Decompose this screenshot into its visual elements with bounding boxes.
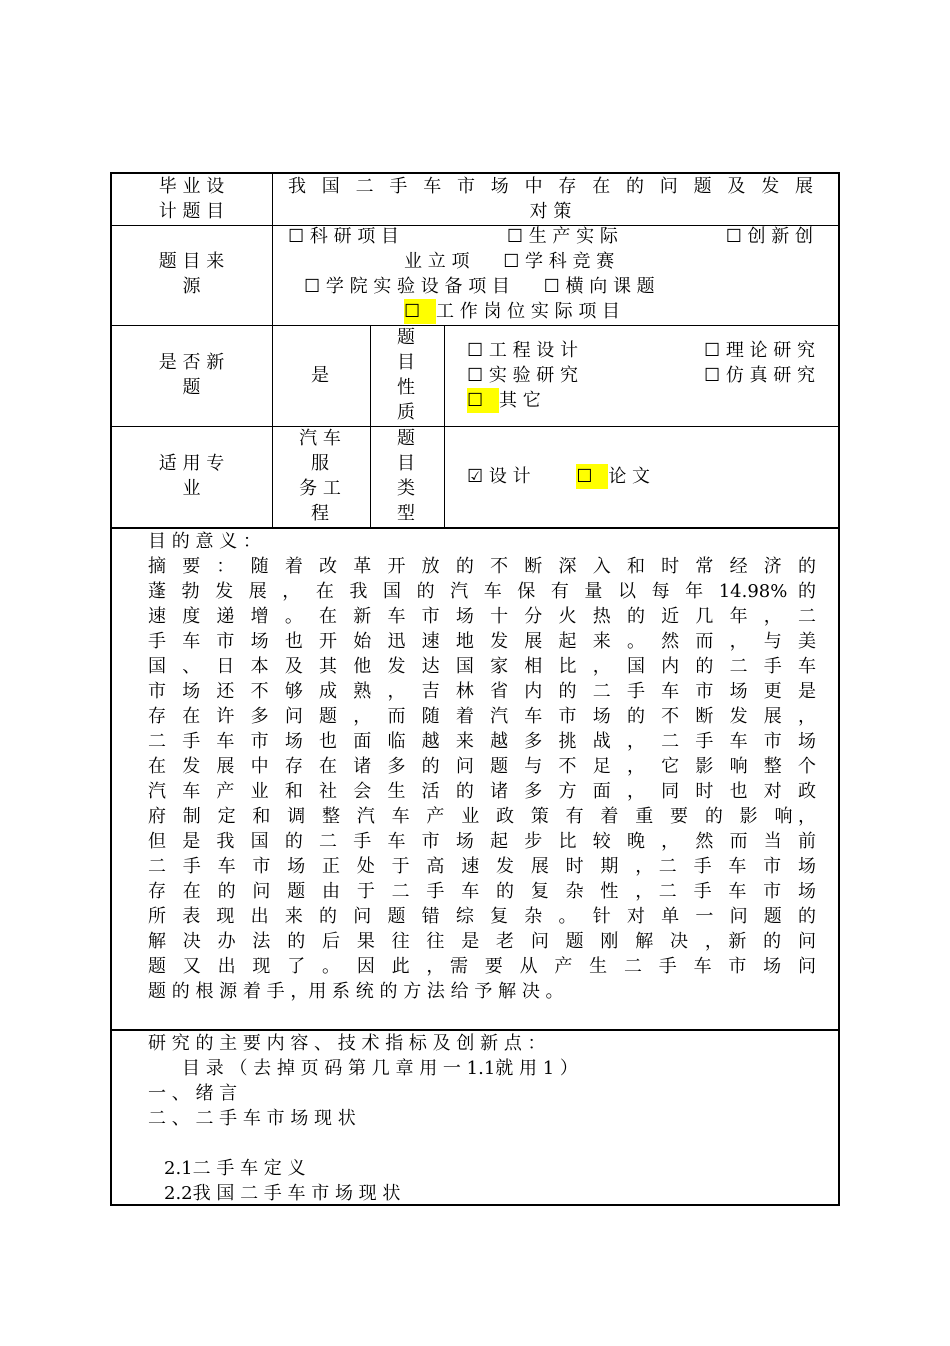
column-divider (444, 325, 445, 527)
abstract-line: 速 度 递 增 。 在 新 车 市 场 十 分 火 热 的 近 几 年 ， 二 (148, 606, 816, 627)
abstract-line: 解 决 办 法 的 后 果 往 往 是 老 问 题 刚 解 决 ，新 的 问 (148, 931, 816, 952)
option-subject-competition[interactable]: ☐ 学 科 竞 赛 (503, 251, 615, 272)
abstract-line: 所 表 现 出 来 的 问 题 错 综 复 杂 。 针 对 单 一 问 题 的 (148, 906, 816, 927)
title-label: 毕 业 设 计 题 目 (158, 176, 225, 222)
abstract-line: 摘 要 ： 随 着 改 革 开 放 的 不 断 深 入 和 时 常 经 济 的 (148, 556, 816, 577)
checkbox-icon[interactable]: ☐ (404, 299, 436, 324)
abstract-line: 手 车 市 场 也 开 始 迅 速 地 发 展 起 来 。 然 而 ， 与 美 (148, 631, 816, 652)
major-label: 适 用 专 业 (158, 453, 225, 499)
option-work-position[interactable] (288, 299, 813, 324)
abstract-line: 题 的 根 源 着 手 ，用 系 统 的 方 法 给 予 解 决 。 (148, 981, 564, 1002)
abstract-line: 蓬 勃 发 展 ， 在 我 国 的 汽 车 保 有 量 以 每 年 14.98% 的 (148, 581, 816, 602)
new-topic-label: 是 否 新 题 (158, 352, 225, 398)
abstract-line: 在 发 展 中 存 在 诸 多 的 问 题 与 不 足 ， 它 影 响 整 个 (148, 756, 816, 777)
option-production-practice[interactable]: ☐ 生 产 实 际 (506, 226, 618, 247)
abstract-line: 存 在 许 多 问 题 ， 而 随 着 汽 车 市 场 的 不 断 发 展 ， (148, 706, 816, 727)
option-other[interactable] (467, 388, 815, 413)
checkbox-icon[interactable]: ☐ (576, 464, 608, 489)
chapter-1: 一 、 绪 言 (148, 1083, 238, 1104)
topic-nature-label: 题 目 性 质 (397, 327, 415, 423)
option-research-project[interactable]: ☐ 科 研 项 目 (288, 226, 400, 247)
new-topic-value: 是 (311, 365, 329, 386)
option-label: 工 作 岗 位 实 际 项 目 (436, 301, 621, 322)
abstract-line: 存 在 的 问 题 由 于 二 手 车 的 复 杂 性 ，二 手 车 市 场 (148, 881, 816, 902)
abstract-line: 二 手 车 市 场 正 处 于 高 速 发 展 时 期 ，二 手 车 市 场 (148, 856, 816, 877)
source-options (288, 224, 813, 324)
toc-note: 目 录 （ 去 掉 页 码 第 几 章 用 一 1.1就 用 1 ） (182, 1058, 578, 1079)
option-label: 论 文 (608, 466, 651, 487)
checkbox-icon[interactable]: ☐ (467, 388, 499, 413)
abstract-line: 汽 车 产 业 和 社 会 生 活 的 诸 多 方 面 ， 同 时 也 对 政 (148, 781, 816, 802)
abstract-line: 但 是 我 国 的 二 手 车 市 场 起 步 比 较 晚 ， 然 而 当 前 (148, 831, 816, 852)
row-divider (112, 325, 838, 326)
option-experiment-research[interactable]: ☐ 实 验 研 究 (467, 365, 579, 386)
option-label: 其 它 (499, 390, 541, 411)
option-horizontal-topic[interactable]: ☐ 横 向 课 题 (543, 276, 655, 297)
option-engineering-design[interactable]: ☐ 工 程 设 计 (467, 340, 579, 361)
section-2-2: 2.2我 国 二 手 车 市 场 现 状 (164, 1183, 401, 1204)
option-theory-research[interactable]: ☐ 理 论 研 究 (703, 340, 815, 361)
purpose-section (148, 529, 816, 1004)
research-heading: 研 究 的 主 要 内 容 、 技 术 指 标 及 创 新 点 ： (148, 1033, 546, 1054)
topic-type-label: 题 目 类 型 (397, 428, 415, 524)
option-simulation-research[interactable]: ☐ 仿 真 研 究 (703, 365, 815, 386)
option-innovation[interactable]: ☐ 创 新 创 (725, 226, 813, 247)
topic-nature-options (467, 338, 815, 413)
chapter-2: 二 、 二 手 车 市 场 现 状 (148, 1108, 356, 1129)
row-divider (112, 426, 838, 427)
title-value: 我 国 二 手 车 市 场 中 存 在 的 问 题 及 发 展 对 策 (288, 176, 813, 222)
abstract-line: 府 制 定 和 调 整 汽 车 产 业 政 策 有 着 重 要 的 影 响， (148, 806, 816, 827)
option-design[interactable]: ☑ 设 计 (467, 466, 531, 487)
topic-type-options (467, 464, 815, 489)
purpose-heading: 目 的 意 义 ： (148, 531, 261, 552)
abstract-line: 二 手 车 市 场 也 面 临 越 来 越 多 挑 战 ， 二 手 车 市 场 (148, 731, 816, 752)
option-thesis[interactable] (576, 466, 650, 487)
source-label: 题 目 来 源 (158, 251, 225, 297)
option-innovation-cont: 业 立 项 (404, 251, 470, 272)
option-lab-equipment[interactable]: ☐ 学 院 实 验 设 备 项 目 (304, 276, 510, 297)
abstract-line: 题 又 出 现 了 。 因 此 ，需 要 从 产 生 二 手 车 市 场 问 (148, 956, 816, 977)
abstract-line: 国 、 日 本 及 其 他 发 达 国 家 相 比 ， 国 内 的 二 手 车 (148, 656, 816, 677)
major-value: 汽 车 服 务 工 程 (299, 428, 341, 524)
section-2-1: 2.1二 手 车 定 义 (164, 1158, 306, 1179)
research-section (148, 1031, 816, 1206)
abstract-line: 市 场 还 不 够 成 熟 ， 吉 林 省 内 的 二 手 车 市 场 更 是 (148, 681, 816, 702)
